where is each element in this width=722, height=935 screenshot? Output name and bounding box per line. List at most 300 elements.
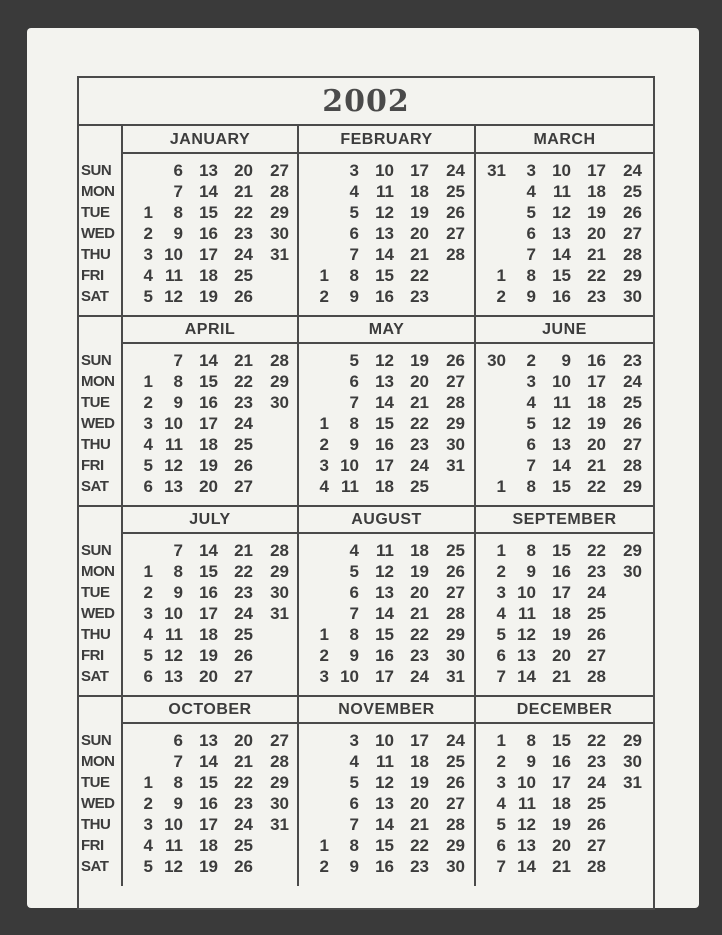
date-cell: 13 <box>375 794 394 813</box>
quarter-block <box>79 506 653 696</box>
date-cell: 28 <box>446 245 465 264</box>
day-label: TUE <box>81 584 110 601</box>
date-cell: 28 <box>623 456 642 475</box>
date-cell: 14 <box>552 245 571 264</box>
date-cell: 8 <box>526 731 536 750</box>
date-cell: 29 <box>623 477 642 496</box>
month-may <box>299 316 476 506</box>
date-cell: 2 <box>319 435 329 454</box>
date-cell: 14 <box>199 351 218 370</box>
date-cell: 13 <box>375 224 394 243</box>
date-cell: 21 <box>410 815 429 834</box>
week-row <box>476 561 653 582</box>
date-cell: 12 <box>375 203 394 222</box>
date-cell: 6 <box>173 731 183 750</box>
date-cell: 2 <box>496 287 506 306</box>
date-cell: 7 <box>349 393 359 412</box>
date-cell: 25 <box>446 541 465 560</box>
date-cell: 29 <box>446 625 465 644</box>
date-cell: 5 <box>526 414 536 433</box>
date-cell: 20 <box>199 667 218 686</box>
week-row <box>123 793 299 814</box>
date-cell: 14 <box>517 857 536 876</box>
date-cell: 25 <box>446 182 465 201</box>
date-cell: 29 <box>270 773 289 792</box>
date-cell: 1 <box>143 372 153 391</box>
date-cell: 5 <box>143 287 153 306</box>
date-cell: 27 <box>270 731 289 750</box>
day-label: SUN <box>81 162 112 179</box>
date-cell: 21 <box>552 667 571 686</box>
date-cell: 15 <box>375 414 394 433</box>
week-row <box>123 835 299 856</box>
date-cell: 30 <box>623 752 642 771</box>
date-cell: 6 <box>143 667 153 686</box>
date-cell: 14 <box>375 245 394 264</box>
date-cell: 15 <box>375 266 394 285</box>
day-label: FRI <box>81 837 104 854</box>
date-cell: 16 <box>199 794 218 813</box>
date-cell: 11 <box>165 435 183 454</box>
date-cell: 19 <box>410 562 429 581</box>
date-cell: 4 <box>349 182 359 201</box>
date-cell: 30 <box>446 646 465 665</box>
date-cell: 25 <box>446 752 465 771</box>
date-cell: 22 <box>587 731 606 750</box>
date-cell: 22 <box>410 836 429 855</box>
date-cell: 15 <box>552 477 571 496</box>
date-cell: 21 <box>410 604 429 623</box>
date-cell: 21 <box>552 857 571 876</box>
date-cell: 7 <box>173 182 183 201</box>
date-cell: 11 <box>518 604 536 623</box>
date-cell: 21 <box>410 393 429 412</box>
month-august <box>299 506 476 696</box>
month-march <box>476 126 653 316</box>
week-row <box>123 181 299 202</box>
date-cell: 2 <box>496 562 506 581</box>
date-cell: 3 <box>349 161 359 180</box>
date-cell: 15 <box>199 562 218 581</box>
day-label: THU <box>81 436 111 453</box>
date-cell: 10 <box>164 414 183 433</box>
date-cell: 15 <box>199 773 218 792</box>
quarter-block <box>79 696 653 886</box>
date-cell: 25 <box>234 266 253 285</box>
date-cell: 25 <box>587 604 606 623</box>
week-row <box>123 371 299 392</box>
date-cell: 29 <box>623 731 642 750</box>
date-cell: 28 <box>270 182 289 201</box>
date-cell: 29 <box>446 836 465 855</box>
date-cell: 21 <box>587 245 606 264</box>
week-row <box>476 434 653 455</box>
date-cell: 5 <box>143 646 153 665</box>
date-cell: 10 <box>340 667 359 686</box>
week-row <box>123 666 299 687</box>
date-grid <box>123 730 299 877</box>
date-cell: 30 <box>446 435 465 454</box>
date-cell: 10 <box>164 815 183 834</box>
date-cell: 29 <box>270 372 289 391</box>
date-cell: 28 <box>587 857 606 876</box>
date-cell: 2 <box>143 583 153 602</box>
date-cell: 17 <box>410 161 429 180</box>
month-name: MAY <box>299 316 474 344</box>
date-cell: 11 <box>165 266 183 285</box>
day-label: SUN <box>81 542 112 559</box>
date-cell: 21 <box>234 182 253 201</box>
date-cell: 27 <box>587 836 606 855</box>
date-cell: 31 <box>270 245 289 264</box>
date-cell: 28 <box>270 752 289 771</box>
date-cell: 23 <box>410 435 429 454</box>
date-cell: 5 <box>143 456 153 475</box>
date-cell: 9 <box>349 857 359 876</box>
date-cell: 24 <box>446 161 465 180</box>
date-cell: 9 <box>349 287 359 306</box>
date-cell: 19 <box>410 203 429 222</box>
date-cell: 18 <box>410 182 429 201</box>
date-cell: 26 <box>446 562 465 581</box>
date-cell: 8 <box>173 773 183 792</box>
date-cell: 10 <box>340 456 359 475</box>
date-cell: 9 <box>526 287 536 306</box>
date-cell: 18 <box>375 477 394 496</box>
date-cell: 14 <box>517 667 536 686</box>
date-cell: 22 <box>587 266 606 285</box>
week-row <box>299 476 476 497</box>
week-row <box>476 793 653 814</box>
date-cell: 20 <box>410 583 429 602</box>
date-cell: 28 <box>446 815 465 834</box>
date-cell: 12 <box>164 646 183 665</box>
date-cell: 13 <box>199 731 218 750</box>
date-cell: 26 <box>446 773 465 792</box>
date-cell: 14 <box>552 456 571 475</box>
date-cell: 24 <box>587 773 606 792</box>
date-cell: 25 <box>623 393 642 412</box>
day-label: THU <box>81 626 111 643</box>
week-row <box>476 814 653 835</box>
date-cell: 9 <box>173 224 183 243</box>
week-row <box>299 244 476 265</box>
week-row <box>123 265 299 286</box>
date-grid <box>299 350 476 497</box>
date-cell: 4 <box>496 604 506 623</box>
date-cell: 25 <box>234 435 253 454</box>
date-cell: 8 <box>349 836 359 855</box>
date-cell: 24 <box>587 583 606 602</box>
week-row <box>299 666 476 687</box>
date-cell: 30 <box>270 583 289 602</box>
date-cell: 17 <box>375 667 394 686</box>
day-label: MON <box>81 373 115 390</box>
week-row <box>476 392 653 413</box>
date-cell: 17 <box>199 815 218 834</box>
date-cell: 21 <box>234 752 253 771</box>
date-cell: 10 <box>552 161 571 180</box>
date-cell: 1 <box>143 203 153 222</box>
date-cell: 26 <box>587 625 606 644</box>
day-label: SUN <box>81 732 112 749</box>
date-cell: 2 <box>143 393 153 412</box>
date-cell: 24 <box>623 161 642 180</box>
date-cell: 13 <box>375 372 394 391</box>
calendar-card <box>27 28 699 908</box>
date-cell: 26 <box>446 203 465 222</box>
date-cell: 8 <box>526 477 536 496</box>
week-row <box>123 223 299 244</box>
day-label-column <box>79 126 123 316</box>
date-cell: 28 <box>446 604 465 623</box>
date-cell: 22 <box>410 414 429 433</box>
week-row <box>476 223 653 244</box>
date-cell: 11 <box>341 477 359 496</box>
date-cell: 24 <box>234 414 253 433</box>
date-cell: 27 <box>270 161 289 180</box>
week-row <box>299 835 476 856</box>
date-cell: 10 <box>517 583 536 602</box>
month-july <box>123 506 299 696</box>
week-row <box>299 350 476 371</box>
date-cell: 20 <box>552 836 571 855</box>
date-cell: 8 <box>526 541 536 560</box>
date-cell: 19 <box>199 646 218 665</box>
date-cell: 8 <box>173 562 183 581</box>
week-row <box>299 730 476 751</box>
date-cell: 9 <box>561 351 571 370</box>
week-row <box>476 835 653 856</box>
date-cell: 18 <box>410 541 429 560</box>
date-cell: 11 <box>553 182 571 201</box>
week-row <box>476 666 653 687</box>
week-row <box>299 561 476 582</box>
date-cell: 13 <box>517 646 536 665</box>
week-row <box>299 434 476 455</box>
date-cell: 20 <box>552 646 571 665</box>
day-label: WED <box>81 415 115 432</box>
date-cell: 23 <box>410 857 429 876</box>
week-row <box>476 160 653 181</box>
day-label: WED <box>81 605 115 622</box>
date-cell: 12 <box>375 351 394 370</box>
date-cell: 9 <box>526 752 536 771</box>
date-cell: 1 <box>496 477 506 496</box>
date-cell: 22 <box>234 562 253 581</box>
week-row <box>123 455 299 476</box>
day-label: SAT <box>81 668 109 685</box>
date-cell: 12 <box>517 815 536 834</box>
date-cell: 4 <box>319 477 329 496</box>
date-cell: 21 <box>410 245 429 264</box>
date-cell: 22 <box>587 541 606 560</box>
week-row <box>476 856 653 877</box>
date-cell: 5 <box>496 815 506 834</box>
month-name: MARCH <box>476 126 653 154</box>
date-cell: 9 <box>349 646 359 665</box>
date-cell: 16 <box>199 393 218 412</box>
date-cell: 29 <box>270 562 289 581</box>
week-row <box>123 392 299 413</box>
date-cell: 3 <box>496 583 506 602</box>
date-cell: 24 <box>410 456 429 475</box>
date-cell: 5 <box>496 625 506 644</box>
date-cell: 7 <box>349 245 359 264</box>
date-grid <box>299 540 476 687</box>
week-row <box>476 540 653 561</box>
date-cell: 5 <box>143 857 153 876</box>
date-cell: 20 <box>587 435 606 454</box>
week-row <box>123 603 299 624</box>
date-cell: 16 <box>552 287 571 306</box>
week-row <box>123 814 299 835</box>
week-row <box>299 645 476 666</box>
day-label: TUE <box>81 774 110 791</box>
date-cell: 15 <box>552 731 571 750</box>
date-cell: 11 <box>376 182 394 201</box>
week-row <box>123 286 299 307</box>
date-cell: 18 <box>199 266 218 285</box>
date-cell: 3 <box>526 372 536 391</box>
date-cell: 15 <box>552 541 571 560</box>
date-cell: 15 <box>199 372 218 391</box>
date-cell: 23 <box>587 287 606 306</box>
date-cell: 4 <box>526 393 536 412</box>
week-row <box>123 730 299 751</box>
date-cell: 21 <box>234 541 253 560</box>
week-row <box>476 603 653 624</box>
week-row <box>476 730 653 751</box>
date-cell: 21 <box>587 456 606 475</box>
date-cell: 31 <box>446 667 465 686</box>
date-cell: 17 <box>410 731 429 750</box>
date-cell: 3 <box>496 773 506 792</box>
date-cell: 28 <box>270 351 289 370</box>
month-name: JUNE <box>476 316 653 344</box>
week-row <box>476 413 653 434</box>
week-row <box>299 772 476 793</box>
date-cell: 20 <box>587 224 606 243</box>
date-cell: 14 <box>199 752 218 771</box>
month-name: SEPTEMBER <box>476 506 653 534</box>
date-cell: 6 <box>496 836 506 855</box>
week-row <box>299 455 476 476</box>
date-cell: 7 <box>173 541 183 560</box>
date-cell: 15 <box>552 266 571 285</box>
date-cell: 23 <box>410 646 429 665</box>
date-cell: 4 <box>143 435 153 454</box>
week-row <box>123 856 299 877</box>
date-cell: 31 <box>270 815 289 834</box>
date-cell: 12 <box>552 414 571 433</box>
date-cell: 16 <box>375 287 394 306</box>
date-cell: 13 <box>164 667 183 686</box>
date-cell: 10 <box>164 604 183 623</box>
date-cell: 11 <box>376 541 394 560</box>
date-cell: 25 <box>410 477 429 496</box>
date-cell: 16 <box>375 435 394 454</box>
date-cell: 14 <box>375 815 394 834</box>
week-row <box>123 561 299 582</box>
date-cell: 23 <box>234 583 253 602</box>
week-row <box>476 286 653 307</box>
date-cell: 30 <box>487 351 506 370</box>
date-cell: 3 <box>319 456 329 475</box>
date-cell: 10 <box>164 245 183 264</box>
date-cell: 22 <box>234 372 253 391</box>
date-cell: 14 <box>375 604 394 623</box>
year-title: 2002 <box>79 78 653 126</box>
date-cell: 18 <box>199 625 218 644</box>
date-cell: 2 <box>496 752 506 771</box>
date-cell: 8 <box>173 203 183 222</box>
week-row <box>476 350 653 371</box>
date-cell: 9 <box>526 562 536 581</box>
week-row <box>299 793 476 814</box>
week-row <box>476 582 653 603</box>
month-june <box>476 316 653 506</box>
day-label: MON <box>81 563 115 580</box>
week-row <box>476 624 653 645</box>
date-cell: 6 <box>349 583 359 602</box>
week-row <box>123 540 299 561</box>
date-cell: 17 <box>199 414 218 433</box>
date-cell: 4 <box>526 182 536 201</box>
date-cell: 16 <box>552 562 571 581</box>
date-cell: 16 <box>199 224 218 243</box>
date-cell: 24 <box>446 731 465 750</box>
week-row <box>123 645 299 666</box>
week-row <box>476 181 653 202</box>
date-cell: 10 <box>375 731 394 750</box>
date-cell: 18 <box>587 393 606 412</box>
month-october <box>123 696 299 886</box>
week-row <box>299 392 476 413</box>
date-cell: 3 <box>143 245 153 264</box>
date-cell: 12 <box>517 625 536 644</box>
date-cell: 21 <box>234 351 253 370</box>
date-cell: 1 <box>496 731 506 750</box>
date-grid <box>299 160 476 307</box>
date-cell: 29 <box>446 414 465 433</box>
date-cell: 15 <box>375 625 394 644</box>
date-grid <box>476 350 653 497</box>
date-cell: 9 <box>173 393 183 412</box>
week-row <box>123 160 299 181</box>
week-row <box>299 582 476 603</box>
date-cell: 29 <box>623 266 642 285</box>
date-grid <box>123 160 299 307</box>
date-cell: 27 <box>587 646 606 665</box>
date-cell: 17 <box>199 245 218 264</box>
week-row <box>299 413 476 434</box>
month-name: FEBRUARY <box>299 126 474 154</box>
date-cell: 20 <box>410 224 429 243</box>
date-cell: 26 <box>234 646 253 665</box>
date-cell: 3 <box>319 667 329 686</box>
date-cell: 26 <box>234 857 253 876</box>
date-cell: 26 <box>623 414 642 433</box>
date-cell: 16 <box>199 583 218 602</box>
quarter-block <box>79 316 653 506</box>
date-cell: 12 <box>552 203 571 222</box>
date-cell: 3 <box>349 731 359 750</box>
date-cell: 8 <box>349 625 359 644</box>
date-cell: 4 <box>143 625 153 644</box>
date-cell: 18 <box>199 435 218 454</box>
date-cell: 27 <box>446 224 465 243</box>
